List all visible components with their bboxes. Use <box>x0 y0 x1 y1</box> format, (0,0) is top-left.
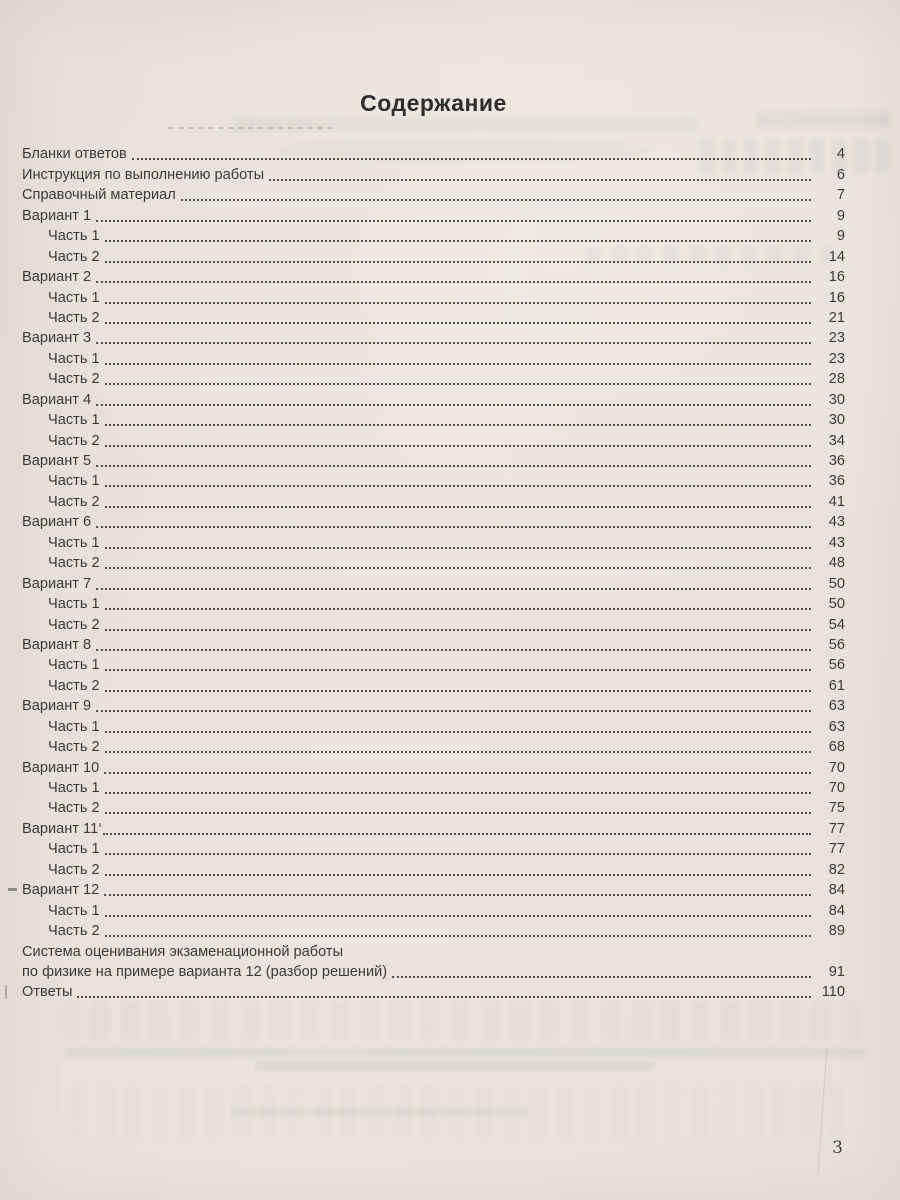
toc-entry-page: 56 <box>828 657 845 674</box>
toc-entry-page: 84 <box>828 902 845 919</box>
toc-entry-row <box>22 614 845 634</box>
toc-entry-row <box>22 471 845 491</box>
toc-entry-label: Система оценивания экзаменационной работы <box>22 943 344 960</box>
toc-leader-dots <box>105 302 811 304</box>
toc-entry-row <box>22 348 845 368</box>
toc-entry-label: Часть 1 <box>48 841 100 858</box>
toc-entry-label: Часть 1 <box>48 412 100 429</box>
toc-entry-row <box>22 532 845 552</box>
toc-entry-page: 63 <box>828 718 845 735</box>
toc-entry-page: 110 <box>821 984 845 1001</box>
toc-entry-row <box>22 798 845 818</box>
toc-entry-label: Бланки ответов <box>22 146 127 163</box>
toc-entry-row <box>22 900 845 920</box>
toc-entry-page: 56 <box>828 636 845 653</box>
toc-leader-dots <box>105 383 811 385</box>
toc-entry-row <box>22 410 845 430</box>
paper-crease-artifact <box>818 1048 828 1173</box>
toc-entry-row <box>22 185 845 205</box>
toc-entry-page: 21 <box>828 309 845 326</box>
toc-entry-label: Вариант 12 <box>22 882 100 899</box>
toc-entry-label: Вариант 3 <box>22 330 92 347</box>
toc-leader-dots <box>181 199 811 201</box>
toc-entry-label: Вариант 11 <box>22 820 99 837</box>
toc-entry-label: Часть 2 <box>48 555 100 572</box>
toc-entry-label: Часть 1 <box>48 350 100 367</box>
toc-leader-dots <box>105 608 811 610</box>
toc-leader-dots <box>96 649 811 651</box>
toc-entry-label: Часть 1 <box>48 534 100 551</box>
toc-entry-page: 50 <box>828 575 845 592</box>
toc-entry-page: 63 <box>828 698 845 715</box>
toc-entry-page: 9 <box>836 228 845 245</box>
toc-entry-label: Часть 2 <box>48 493 100 510</box>
toc-entry-label: Вариант 7 <box>22 575 92 592</box>
toc-leader-dots <box>104 772 811 774</box>
bleedthrough-artifact <box>230 1108 530 1116</box>
toc-leader-dots <box>105 935 811 937</box>
toc-entry-row <box>22 635 845 655</box>
toc-entry-row <box>22 205 845 225</box>
toc-entry-label: Часть 2 <box>48 432 100 449</box>
toc-entry-row <box>22 594 845 614</box>
toc-entry-label: Часть 1 <box>48 473 100 490</box>
toc-entry-page: 77 <box>828 841 845 858</box>
toc-entry-label: Часть 2 <box>48 800 100 817</box>
toc-entry-row <box>22 962 845 982</box>
toc-entry-label: Часть 2 <box>48 371 100 388</box>
toc-entry-label: Часть 1 <box>48 228 100 245</box>
stray-mark-artifact <box>5 985 7 999</box>
toc-entry-page: 23 <box>828 330 845 347</box>
toc-leader-dots <box>96 281 811 283</box>
toc-entry-page: 30 <box>828 391 845 408</box>
toc-leader-dots <box>96 588 811 590</box>
toc-entry-label: Часть 1 <box>48 780 100 796</box>
toc-entry-page: 9 <box>836 207 845 224</box>
toc-leader-dots <box>96 404 811 406</box>
toc-entry-row <box>22 308 845 328</box>
toc-leader-dots <box>96 342 811 344</box>
toc-entry-page: 75 <box>828 800 845 817</box>
toc-entry-page: 34 <box>828 432 845 449</box>
toc-leader-dots <box>105 567 811 569</box>
page-number: 3 <box>832 1138 843 1158</box>
toc-entry-label: Вариант 10 <box>22 759 100 776</box>
toc-entry-label: Часть 2 <box>48 616 100 633</box>
toc-entry-page: 77 <box>828 820 845 837</box>
toc-entry-label: Часть 1 <box>48 718 100 735</box>
toc-entry-page: 84 <box>828 882 845 899</box>
pencil-mark-artifact <box>168 127 333 129</box>
toc-entry-row <box>22 369 845 389</box>
toc-entry-page: 23 <box>828 350 845 367</box>
toc-entry-label: по физике на примере варианта 12 (разбор решений) <box>22 963 388 980</box>
toc-leader-dots <box>105 547 811 549</box>
toc-entry-page: 4 <box>836 146 845 163</box>
toc-entry-label: Часть 1 <box>48 902 100 919</box>
toc-leader-dots <box>96 526 811 528</box>
toc-entry-label: Ответы <box>22 984 73 1001</box>
toc-entry-page: 70 <box>828 780 845 796</box>
bleedthrough-artifact <box>255 1062 655 1071</box>
toc-leader-dots <box>105 853 811 855</box>
toc-leader-dots <box>96 220 811 222</box>
toc-entry-row <box>22 839 845 859</box>
toc-entry-row <box>22 553 845 573</box>
toc-leader-dots <box>103 833 811 835</box>
toc-entry-label: Справочный материал <box>22 187 176 204</box>
toc-entry-label: Вариант 8 <box>22 636 92 653</box>
toc-entry-row <box>22 226 845 246</box>
toc-entry-row <box>22 982 845 1002</box>
bleedthrough-artifact <box>65 1048 865 1057</box>
toc-leader-dots <box>96 710 811 712</box>
toc-leader-dots <box>77 996 811 998</box>
toc-leader-dots <box>105 669 811 671</box>
toc-entry-row <box>22 491 845 511</box>
toc-leader-dots <box>105 322 811 324</box>
toc-entry-row <box>22 164 845 184</box>
toc-entry-row <box>22 778 845 798</box>
toc-leader-dots <box>105 424 811 426</box>
toc-entry-page: 30 <box>828 412 845 429</box>
bleedthrough-artifact <box>232 118 697 131</box>
toc-entry-row <box>22 144 845 164</box>
toc-leader-dots <box>105 690 811 692</box>
toc-entry-row <box>22 430 845 450</box>
toc-entry-row <box>22 573 845 593</box>
toc-leader-dots <box>392 976 811 978</box>
toc-leader-dots <box>105 915 811 917</box>
toc-entry-label: Часть 1 <box>48 657 100 674</box>
toc-entry-row <box>22 675 845 695</box>
toc-entry-label: Часть 2 <box>48 923 100 940</box>
toc-entry-page: 61 <box>828 677 845 694</box>
toc-entry-page: 14 <box>828 248 845 265</box>
toc-leader-dots <box>105 445 811 447</box>
toc-entry-page: 68 <box>828 739 845 756</box>
page-title: Содержание <box>360 90 507 116</box>
toc-entry-label: Вариант 9 <box>22 698 92 715</box>
toc-entry-row <box>22 921 845 941</box>
toc-entry-label: Часть 2 <box>48 861 100 878</box>
toc-entry-label: Вариант 5 <box>22 453 92 469</box>
toc-entry-label: Вариант 6 <box>22 514 92 531</box>
toc-leader-dots <box>105 485 811 487</box>
toc-entry-page: 70 <box>828 759 845 776</box>
toc-entry-row <box>22 246 845 266</box>
toc-entry-row <box>22 512 845 532</box>
toc-entry-page: 91 <box>828 963 845 980</box>
toc-entry-row <box>22 696 845 716</box>
toc-entry-row <box>22 818 845 838</box>
toc-leader-dots <box>105 874 811 876</box>
toc-entry-page: 28 <box>828 371 845 388</box>
toc-entry-row <box>22 859 845 879</box>
toc-entry-page: 43 <box>828 514 845 531</box>
toc-entry-label: Часть 1 <box>48 289 100 306</box>
toc-leader-dots <box>132 158 811 160</box>
toc-leader-dots <box>105 629 811 631</box>
toc-entry-page: 36 <box>828 453 845 469</box>
toc-entry-page: 50 <box>828 596 845 613</box>
toc-entry-label: Часть 2 <box>48 677 100 694</box>
toc-leader-dots <box>105 506 811 508</box>
toc-entry-page: 16 <box>828 269 845 286</box>
toc-entry-row <box>22 716 845 736</box>
toc-entry-label: Часть 2 <box>48 739 100 756</box>
toc-entry-page: 7 <box>836 187 845 204</box>
toc-entry-row <box>22 737 845 757</box>
toc-entry-row <box>22 451 845 471</box>
toc-entry-page: 43 <box>828 534 845 551</box>
toc-leader-dots <box>105 363 811 365</box>
toc-leader-dots <box>269 179 811 181</box>
toc-entry-label: Часть 1 <box>48 596 100 613</box>
toc-entry-page: 48 <box>828 555 845 572</box>
toc-entry-row <box>22 267 845 287</box>
toc-entry-page: 41 <box>828 493 845 510</box>
toc-entry-row <box>22 287 845 307</box>
toc-leader-dots <box>105 792 811 794</box>
toc-entry-label: Вариант 2 <box>22 269 92 286</box>
toc-entry-page: 89 <box>828 923 845 940</box>
toc-entry-row <box>22 328 845 348</box>
toc-entry-row <box>22 757 845 777</box>
toc-leader-dots <box>105 261 811 263</box>
toc-leader-dots <box>96 465 811 467</box>
stray-mark-artifact <box>8 888 17 891</box>
toc-entry-label: Часть 2 <box>48 309 100 326</box>
toc-leader-dots <box>105 240 811 242</box>
toc-entry-page: 54 <box>828 616 845 633</box>
toc-entry-page: 6 <box>836 166 845 183</box>
toc-entry-label: Вариант 1 <box>22 207 92 224</box>
toc-entry-label: Инструкция по выполнению работы <box>22 166 265 183</box>
toc-entry-page: 36 <box>828 473 845 490</box>
bleedthrough-artifact <box>70 1085 850 1140</box>
toc-entry-row <box>22 655 845 675</box>
toc-entry-row <box>22 941 845 961</box>
toc-leader-dots <box>105 751 811 753</box>
toc-entry-row <box>22 880 845 900</box>
toc-entry-label: Часть 2 <box>48 248 100 265</box>
bleedthrough-artifact <box>60 1000 870 1042</box>
toc-leader-dots <box>105 812 811 814</box>
toc-leader-dots <box>105 731 811 733</box>
toc-entry-page: 82 <box>828 861 845 878</box>
toc-entry-page: 16 <box>828 289 845 306</box>
toc-entry-row <box>22 389 845 409</box>
toc-list <box>22 144 845 1002</box>
toc-entry-label: Вариант 4 <box>22 391 92 408</box>
toc-leader-dots <box>104 894 811 896</box>
